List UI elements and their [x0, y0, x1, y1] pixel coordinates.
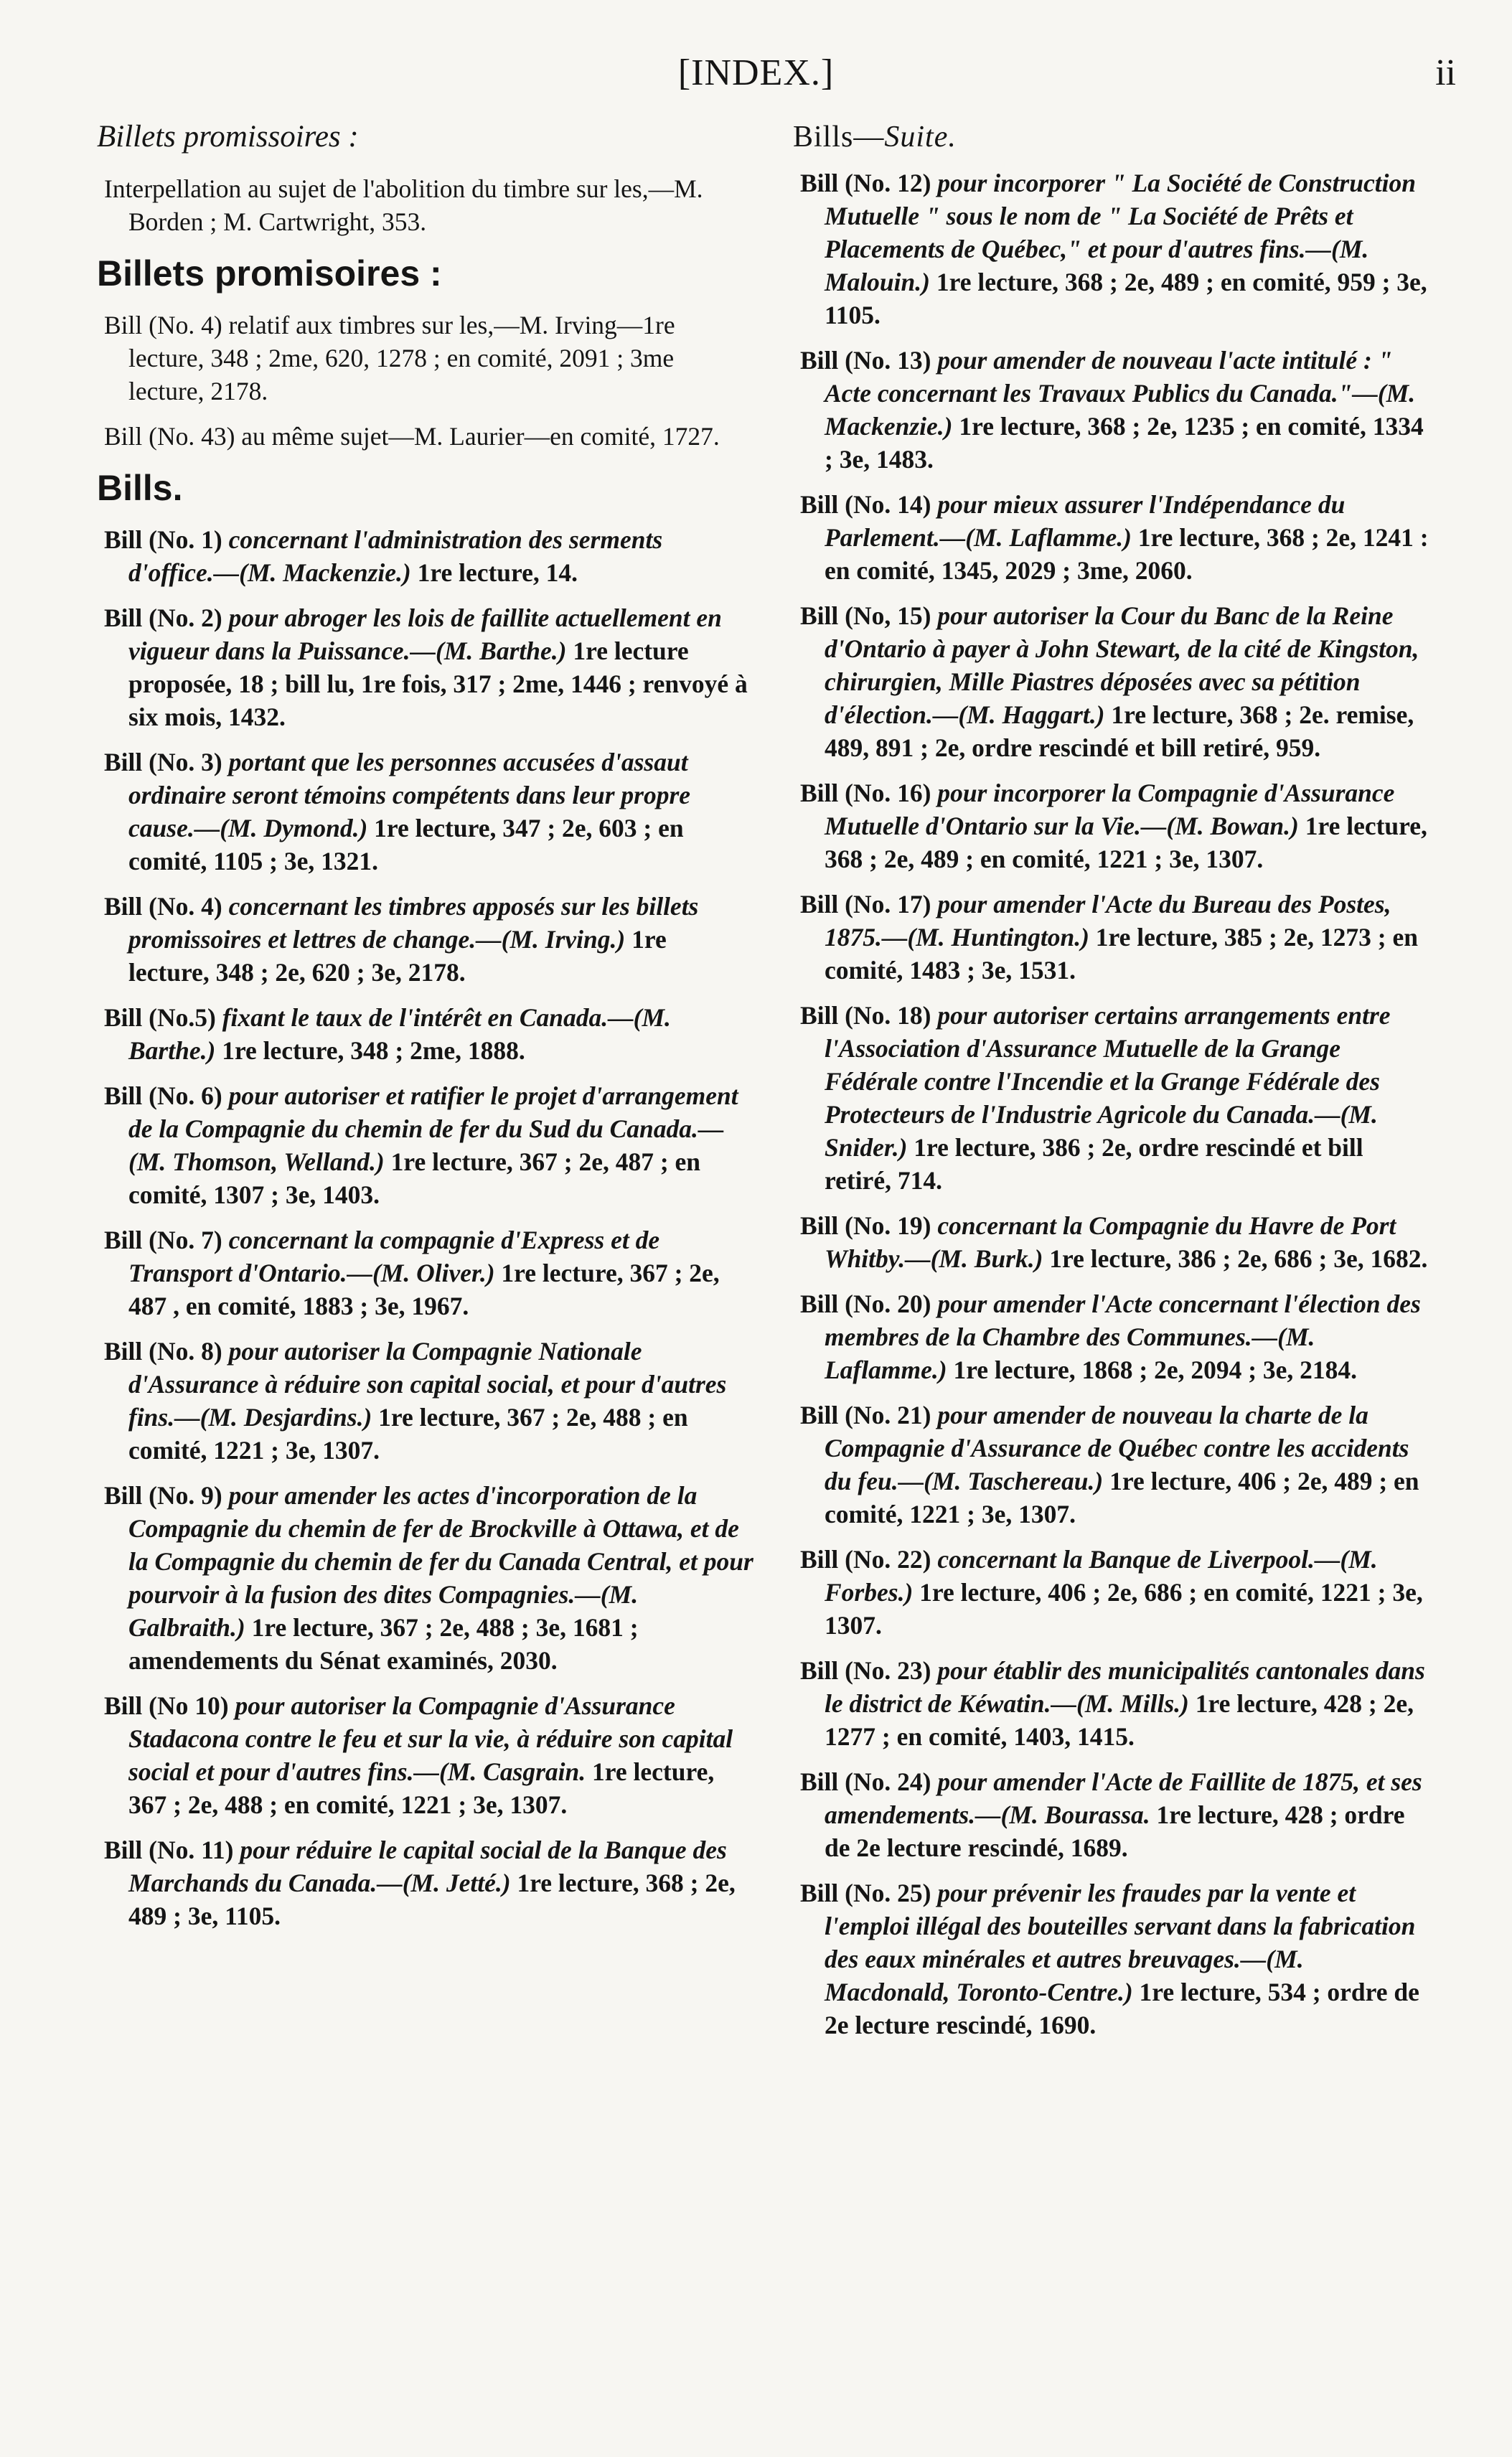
bill-actions: 1re lecture, 368 ; 2e, 1241 : en comité, 1345, 2029 ; 3me, 2060.	[825, 523, 1429, 585]
bill-actions: 1re lecture, 368 ; 2e, 1235 ; en comité, 1334 ; 3e, 1483.	[825, 412, 1424, 474]
bill-number: Bill (No, 15)	[800, 601, 931, 630]
bill-entry	[104, 1833, 753, 1932]
bill-entry	[800, 1654, 1432, 1753]
bill-actions: 1re lecture, 14.	[417, 558, 578, 587]
bill-actions: 1re lecture, 1868 ; 2e, 2094 ; 3e, 2184.	[953, 1356, 1358, 1384]
bill-entry	[800, 999, 1432, 1197]
bill-actions: 1re lecture, 367 ; 2e, 488 ; en comité, 1221 ; 3e, 1307.	[128, 1403, 688, 1465]
bill-number: Bill (No. 4)	[104, 892, 222, 921]
bill-actions: 1re lecture, 367 ; 2e, 487 , en comité, 1883 ; 3e, 1967.	[128, 1259, 720, 1320]
bill-entry	[104, 1079, 753, 1211]
bill-actions: 1re lecture, 386 ; 2e, ordre rescindé et bill retiré, 714.	[825, 1133, 1363, 1195]
bill-description: pour amender l'Acte de Faillite de 1875, et ses amendements.—(M. Bourassa.	[825, 1767, 1422, 1829]
bill-entry	[800, 488, 1432, 587]
continued-heading-main: Bills—	[793, 121, 885, 154]
bill-description: pour incorporer " La Société de Construction Mutuelle " sous le nom de " La Société de Prêts et Placements de Québec," et pour d'autres fins.—(M. Malouin.)	[825, 169, 1416, 296]
bill-number: Bill (No. 7)	[104, 1226, 222, 1254]
bill-entry	[800, 776, 1432, 875]
bill-entry	[104, 1001, 753, 1067]
bill-number: Bill (No. 12)	[800, 169, 931, 197]
bill-description: pour incorporer la Compagnie d'Assurance Mutuelle d'Ontario sur la Vie.—(M. Bowan.)	[825, 779, 1395, 840]
bill-actions: 1re lecture proposée, 18 ; bill lu, 1re fois, 317 ; 2me, 1446 ; renvoyé à six mois, 1432.	[128, 636, 748, 731]
bill-actions: 1re lecture, 367 ; 2e, 488 ; en comité, 1221 ; 3e, 1307.	[128, 1757, 715, 1819]
bill-number: Bill (No. 1)	[104, 525, 222, 554]
bill-description: pour mieux assurer l'Indépendance du Parlement.—(M. Laflamme.)	[825, 490, 1346, 552]
bill-actions: 1re lecture, 534 ; ordre de 2e lecture rescindé, 1690.	[825, 1978, 1419, 2039]
bill-number: Bill (No. 6)	[104, 1081, 222, 1110]
bill-description: concernant la compagnie d'Express et de Transport d'Ontario.—(M. Oliver.)	[128, 1226, 660, 1287]
bill-entry	[104, 1335, 753, 1467]
bill-description: pour autoriser certains arrangements entre l'Association d'Assurance Mutuelle de la Grange Fédérale contre l'Incendie et la Grange Fédérale des Protecteurs de l'Industrie Agricole du Canada.—(M. Snider.)	[825, 1001, 1391, 1162]
bill-description: fixant le taux de l'intérêt en Canada.—(M. Barthe.)	[128, 1003, 671, 1065]
bill-number: Bill (No. 24)	[800, 1767, 931, 1796]
bill-entry	[800, 344, 1432, 476]
bill-description: pour amender de nouveau l'acte intitulé : " Acte concernant les Travaux Publics du Canada."—(M. Mackenzie.)	[825, 346, 1416, 441]
index-entry: Bill (No. 43) au même sujet—M. Laurier—en comité, 1727.	[104, 422, 720, 451]
bill-number: Bill (No. 16)	[800, 779, 931, 807]
bill-number: Bill (No. 19)	[800, 1211, 931, 1240]
bill-number: Bill (No. 9)	[104, 1481, 222, 1510]
bill-number: Bill (No.5)	[104, 1003, 216, 1032]
bill-actions: 1re lecture, 368 ; 2e, 489 ; en comité, 959 ; 3e, 1105.	[825, 268, 1427, 329]
bill-description: pour établir des municipalités cantonales dans le district de Kéwatin.—(M. Mills.)	[825, 1656, 1425, 1718]
bill-number: Bill (No. 22)	[800, 1545, 931, 1574]
bill-entry	[104, 890, 753, 989]
bill-entry	[800, 166, 1432, 332]
bill-actions: 1re lecture, 386 ; 2e, 686 ; 3e, 1682.	[1049, 1244, 1428, 1273]
bill-number: Bill (No. 2)	[104, 603, 222, 632]
bill-entry	[104, 1223, 753, 1323]
section-heading-billets-promisoires: Billets promisoires :	[97, 253, 442, 293]
bill-entry	[104, 1689, 753, 1821]
bill-number: Bill (No. 8)	[104, 1337, 222, 1366]
bill-number: Bill (No. 25)	[800, 1879, 931, 1907]
bill-description: pour amender les actes d'incorporation de la Compagnie du chemin de fer de Brockville à Ottawa, et de la Compagnie du chemin de fer du Canada Central, et pour pourvoir à la fusion des dites Compagnies.—(M. Galbraith.)	[128, 1481, 753, 1642]
bill-entry	[800, 1543, 1432, 1642]
bill-description: pour autoriser la Cour du Banc de la Reine d'Ontario à payer à John Stewart, de la cité de Kingston, chirurgien, Mille Piastres déposées avec sa pétition d'élection.—(M. Haggart.)	[825, 601, 1419, 729]
section-heading-billets-promissoires: Billets promissoires :	[97, 120, 359, 154]
bill-description: pour prévenir les fraudes par la vente et l'emploi illégal des bouteilles servant dans la fabrication des eaux minérales et autres breuvages.—(M. Macdonald, Toronto-Centre.)	[825, 1879, 1416, 2006]
bill-description: pour abroger les lois de faillite actuellement en vigueur dans la Puissance.—(M. Barthe.)	[128, 603, 722, 665]
bill-actions: 1re lecture, 406 ; 2e, 489 ; en comité, 1221 ; 3e, 1307.	[825, 1467, 1419, 1528]
bill-number: Bill (No. 20)	[800, 1289, 931, 1318]
bill-entry	[104, 523, 753, 589]
bill-description: pour autoriser la Compagnie Nationale d'Assurance à réduire son capital social, et pour d'autres fins.—(M. Desjardins.)	[128, 1337, 727, 1432]
left-column	[97, 120, 753, 1945]
bill-description: pour réduire le capital social de la Banque des Marchands du Canada.—(M. Jetté.)	[128, 1836, 727, 1897]
bill-description: concernant la Compagnie du Havre de Port Whitby.—(M. Burk.)	[825, 1211, 1396, 1273]
bill-number: Bill (No. 14)	[800, 490, 931, 519]
bill-entry	[800, 888, 1432, 987]
bill-actions: 1re lecture, 428 ; ordre de 2e lecture rescindé, 1689.	[825, 1800, 1405, 1862]
bill-list-left	[104, 523, 753, 1932]
bill-actions: 1re lecture, 368 ; 2e, 489 ; 3e, 1105.	[128, 1869, 736, 1930]
bill-number: Bill (No. 18)	[800, 1001, 931, 1030]
bill-description: concernant les timbres apposés sur les billets promissoires et lettres de change.—(M. Irving.)	[128, 892, 699, 954]
index-entry: Interpellation au sujet de l'abolition du timbre sur les,—M. Borden ; M. Cartwright, 353.	[104, 174, 703, 236]
bill-description: concernant l'administration des serments d'office.—(M. Mackenzie.)	[128, 525, 663, 587]
bill-entry	[104, 601, 753, 733]
bill-description: pour autoriser la Compagnie d'Assurance Stadacona contre le feu et sur la vie, à réduire son capital social et pour d'autres fins.—(M. Casgrain.	[128, 1691, 733, 1786]
bill-entry	[800, 1765, 1432, 1864]
bill-number: Bill (No. 3)	[104, 748, 222, 776]
bill-entry	[800, 599, 1432, 764]
bill-actions: 1re lecture, 367 ; 2e, 488 ; 3e, 1681 ; amendements du Sénat examinés, 2030.	[128, 1613, 639, 1675]
bill-description: pour amender l'Acte concernant l'élection des membres de la Chambre des Communes.—(M. Laflamme.)	[825, 1289, 1421, 1384]
bill-number: Bill (No. 21)	[800, 1401, 931, 1429]
continued-heading-suite: Suite.	[884, 121, 957, 154]
bill-actions: 1re lecture, 367 ; 2e, 487 ; en comité, 1307 ; 3e, 1403.	[128, 1147, 701, 1209]
page-number: ii	[1435, 52, 1456, 93]
bill-description: concernant la Banque de Liverpool.—(M. Forbes.)	[825, 1545, 1378, 1607]
bill-actions: 1re lecture, 385 ; 2e, 1273 ; en comité, 1483 ; 3e, 1531.	[825, 923, 1418, 985]
bill-actions: 1re lecture, 428 ; 2e, 1277 ; en comité, 1403, 1415.	[825, 1689, 1414, 1751]
bill-entry	[800, 1399, 1432, 1531]
bill-entry	[800, 1287, 1432, 1386]
bill-description: pour amender l'Acte du Bureau des Postes, 1875.—(M. Huntington.)	[825, 890, 1391, 952]
continued-heading	[793, 121, 1432, 154]
bill-actions: 1re lecture, 348 ; 2me, 1888.	[222, 1036, 525, 1065]
section-heading-bills: Bills.	[97, 468, 183, 508]
bill-actions: 1re lecture, 347 ; 2e, 603 ; en comité, 1105 ; 3e, 1321.	[128, 814, 684, 875]
bill-actions: 1re lecture, 348 ; 2e, 620 ; 3e, 2178.	[128, 925, 667, 987]
bill-entry	[800, 1876, 1432, 2042]
bill-number: Bill (No. 23)	[800, 1656, 931, 1685]
bill-entry	[104, 1479, 753, 1677]
bill-actions: 1re lecture, 368 ; 2e, 489 ; en comité, 1221 ; 3e, 1307.	[825, 812, 1427, 873]
bill-description: pour autoriser et ratifier le projet d'arrangement de la Compagnie du chemin de fer du Sud du Canada.—(M. Thomson, Welland.)	[128, 1081, 738, 1176]
right-column	[793, 121, 1432, 2054]
bill-number: Bill (No. 11)	[104, 1836, 234, 1864]
page-header-title: [INDEX.]	[677, 52, 835, 93]
bill-number: Bill (No 10)	[104, 1691, 229, 1720]
index-entry: Bill (No. 4) relatif aux timbres sur les,—M. Irving—1re lecture, 348 ; 2me, 620, 1278 ; en comité, 2091 ; 3me lecture, 2178.	[104, 311, 675, 405]
bill-number: Bill (No. 13)	[800, 346, 931, 375]
bill-entry	[104, 746, 753, 878]
bill-description: pour amender de nouveau la charte de la Compagnie d'Assurance de Québec contre les accidents du feu.—(M. Taschereau.)	[825, 1401, 1409, 1495]
bill-entry	[800, 1209, 1432, 1275]
bill-actions: 1re lecture, 368 ; 2e. remise, 489, 891 ; 2e, ordre rescindé et bill retiré, 959.	[825, 700, 1414, 762]
bill-description: portant que les personnes accusées d'assaut ordinaire seront témoins compétents dans leur propre cause.—(M. Dymond.)	[128, 748, 691, 842]
bill-number: Bill (No. 17)	[800, 890, 931, 919]
bill-list-right	[800, 166, 1432, 2042]
bill-actions: 1re lecture, 406 ; 2e, 686 ; en comité, 1221 ; 3e, 1307.	[825, 1578, 1423, 1640]
